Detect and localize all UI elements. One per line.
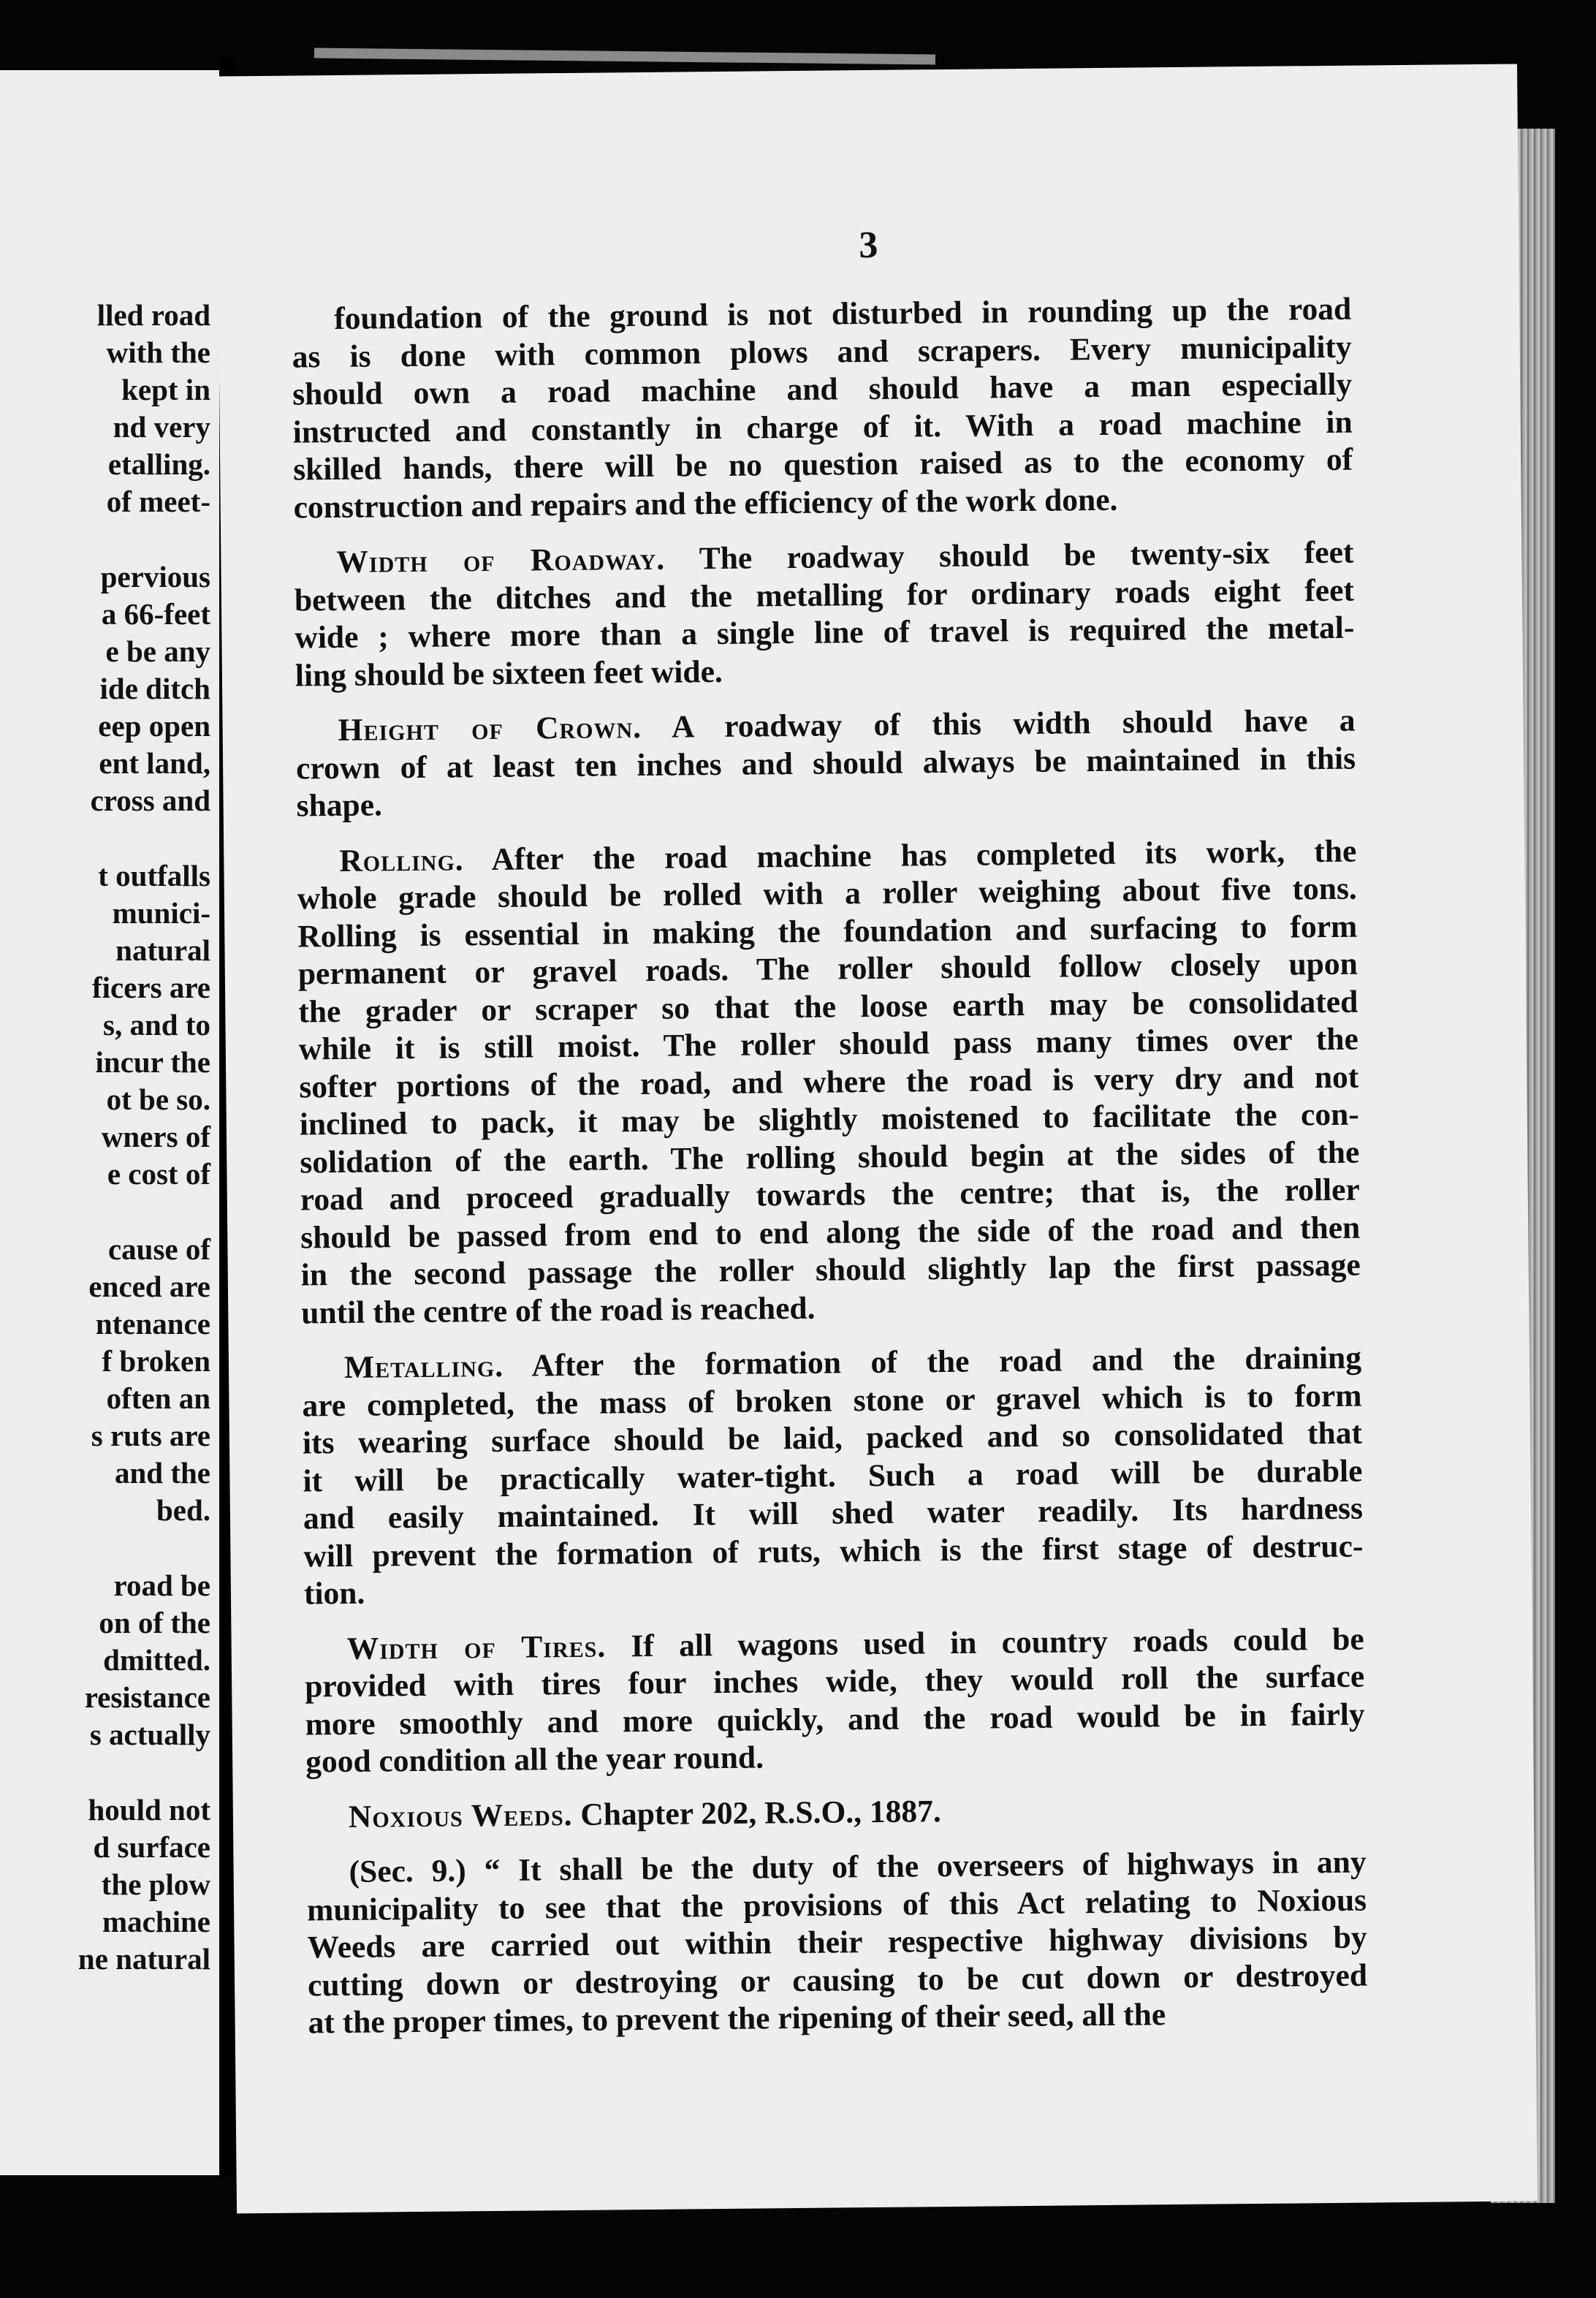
text-line: inclined to pack, it may be slightly moistened to facilitate the con- [299, 1096, 1359, 1142]
previous-page-line: hould not [88, 1793, 210, 1827]
section-heading: Width of Roadway. [336, 541, 666, 580]
previous-page-line [0, 1529, 210, 1567]
previous-page-line: ide ditch [99, 672, 210, 705]
previous-page-line: dmitted. [103, 1643, 210, 1677]
text-line: cutting down or destroying or causing to be cut down or destroyed [307, 1957, 1368, 2003]
previous-page-line: machine [102, 1905, 210, 1938]
book-page [216, 64, 1538, 2213]
text-line: in the second passage the roller should slightly lap the first passage [300, 1247, 1361, 1293]
previous-page-line: often an [106, 1381, 210, 1415]
previous-page-line: ent land, [99, 746, 210, 780]
text-run: If all wagons used in country roads could be [605, 1621, 1364, 1664]
previous-page-line: kept in [121, 373, 210, 406]
previous-page-line: ficers are [92, 971, 210, 1004]
page-number: 3 [859, 224, 878, 267]
previous-page-line: with the [106, 335, 210, 369]
page-body [292, 291, 1368, 2060]
text-line [306, 1789, 1366, 1836]
text-line: ling should be sixteen feet wide. [294, 653, 723, 694]
previous-page-line: road be [113, 1569, 210, 1602]
text-line: solidation of the earth. The rolling should begin at the sides of the [300, 1134, 1360, 1180]
text-line: as is done with common plows and scrapers. Every municipality [292, 329, 1352, 375]
previous-page-line: t outfalls [98, 859, 210, 892]
paragraph [292, 291, 1353, 527]
text-run: Chapter 202, R.S.O., 1887. [572, 1793, 942, 1832]
previous-page-text [0, 297, 210, 1978]
paragraph [304, 1620, 1365, 1781]
text-run: After the road machine has completed its work, the [463, 833, 1357, 877]
previous-page-line: pervious [100, 560, 210, 594]
previous-page-line: incur the [95, 1045, 210, 1079]
text-line: municipality to see that the provisions of this Act relating to Noxious [306, 1882, 1367, 1927]
text-line: Weeds are carried out within their respective highway divisions by [307, 1919, 1367, 1965]
previous-page-line: natural [115, 933, 210, 967]
text-line: it will be practically water-tight. Such a road will be durable [303, 1453, 1363, 1498]
section-heading: Metalling. [343, 1348, 504, 1385]
previous-page-line: munici- [112, 896, 210, 930]
previous-page-line: f broken [102, 1344, 210, 1378]
text-line: should be passed from end to end along the side of the road and then [300, 1210, 1361, 1256]
text-line: softer portions of the road, and where the road is very dry and not [299, 1059, 1359, 1105]
previous-page-line: a 66-feet [101, 597, 210, 631]
text-line: until the centre of the road is reached. [301, 1290, 816, 1331]
paragraph [295, 702, 1356, 825]
text-line: its wearing surface should be laid, packed and so consolidated that [302, 1415, 1363, 1461]
previous-page-line: ntenance [95, 1307, 210, 1340]
text-line: permanent or gravel roads. The roller should follow closely upon [297, 946, 1358, 992]
paragraph [302, 1340, 1364, 1613]
text-line: road and proceed gradually towards the centre; that is, the roller [300, 1172, 1360, 1218]
text-run: A roadway of this width should have a [641, 702, 1356, 745]
previous-page-line: s actually [89, 1718, 210, 1751]
paragraph [306, 1789, 1366, 1836]
previous-page-line [0, 520, 210, 558]
text-line: shape. [296, 787, 383, 824]
text-line: more smoothly and more quickly, and the road would be in fairly [305, 1696, 1365, 1742]
previous-page-line [0, 1193, 210, 1231]
previous-page-line: e cost of [107, 1157, 210, 1191]
previous-page-line: d surface [93, 1830, 210, 1864]
previous-page-line: cross and [90, 784, 210, 817]
previous-page-line: lled road [96, 298, 210, 332]
previous-page-line: on of the [99, 1606, 210, 1639]
text-line: and easily maintained. It will shed water readily. Its hardness [303, 1490, 1364, 1536]
section-heading: Rolling. [339, 841, 464, 879]
text-line: will prevent the formation of ruts, which is the first stage of destruc- [303, 1528, 1364, 1574]
previous-page-line: etalling. [107, 447, 210, 481]
text-line: are completed, the mass of broken stone or gravel which is to form [302, 1378, 1362, 1423]
paragraph [306, 1844, 1367, 2042]
previous-page-line: ne natural [77, 1942, 210, 1976]
text-line: foundation of the ground is not disturbed in rounding up the road [333, 291, 1352, 337]
text-line: (Sec. 9.) “ It shall be the duty of the overseers of highways in any [349, 1844, 1367, 1889]
text-line: whole grade should be rolled with a roller weighing about five tons. [297, 871, 1358, 917]
previous-page-line: s, and to [103, 1008, 210, 1042]
text-line: skilled hands, there will be no question raised as to the economy of [292, 441, 1353, 488]
text-line: at the proper times, to prevent the ripening of their seed, all the [308, 1997, 1166, 2041]
previous-page-line: of meet- [106, 485, 210, 518]
text-run: After the formation of the road and the draining [503, 1340, 1362, 1384]
paragraph [294, 534, 1355, 695]
previous-page-line: eep open [98, 709, 210, 743]
previous-page-line: nd very [113, 410, 210, 444]
text-line: while it is still moist. The roller should pass many times over the [298, 1021, 1358, 1067]
previous-page-line: the plow [101, 1867, 210, 1901]
text-line: the grader or scraper so that the loose earth may be consolidated [298, 984, 1358, 1030]
section-heading: Height of Crown. [338, 709, 642, 748]
previous-page [0, 70, 219, 2175]
section-heading: Noxious Weeds. [348, 1797, 573, 1835]
previous-page-line [0, 1753, 210, 1791]
text-line: crown of at least ten inches and should always be maintained in this [295, 740, 1356, 786]
paragraph [297, 833, 1361, 1332]
text-line: good condition all the year round. [305, 1740, 764, 1780]
text-line: construction and repairs and the efficiency of the work done. [293, 482, 1118, 526]
text-line: between the ditches and the metalling for ordinary roads eight feet [294, 572, 1355, 618]
text-run: The roadway should be twenty-six feet [664, 534, 1354, 577]
previous-page-line: s ruts are [91, 1419, 210, 1452]
previous-page-line: cause of [107, 1232, 210, 1266]
text-line: Rolling is essential in making the foundation and surfacing to form [297, 909, 1358, 955]
section-heading: Width of Tires. [346, 1628, 607, 1666]
text-line: instructed and constantly in charge of it. With a road machine in [292, 404, 1353, 450]
scan-artifact [314, 48, 935, 65]
text-line: tion. [303, 1575, 365, 1612]
previous-page-line: resistance [84, 1680, 210, 1714]
previous-page-line: enced are [88, 1270, 210, 1303]
text-line: wide ; where more than a single line of travel is required the metal- [294, 610, 1355, 656]
previous-page-line: wners of [101, 1120, 210, 1153]
previous-page-line [0, 819, 210, 857]
text-line: should own a road machine and should have a man especially [292, 366, 1353, 412]
previous-page-line: ot be so. [106, 1082, 210, 1116]
previous-page-line: e be any [105, 634, 210, 668]
previous-page-line: bed. [156, 1493, 210, 1527]
text-line: provided with tires four inches wide, they would roll the surface [304, 1658, 1365, 1704]
previous-page-line: and the [114, 1456, 210, 1490]
